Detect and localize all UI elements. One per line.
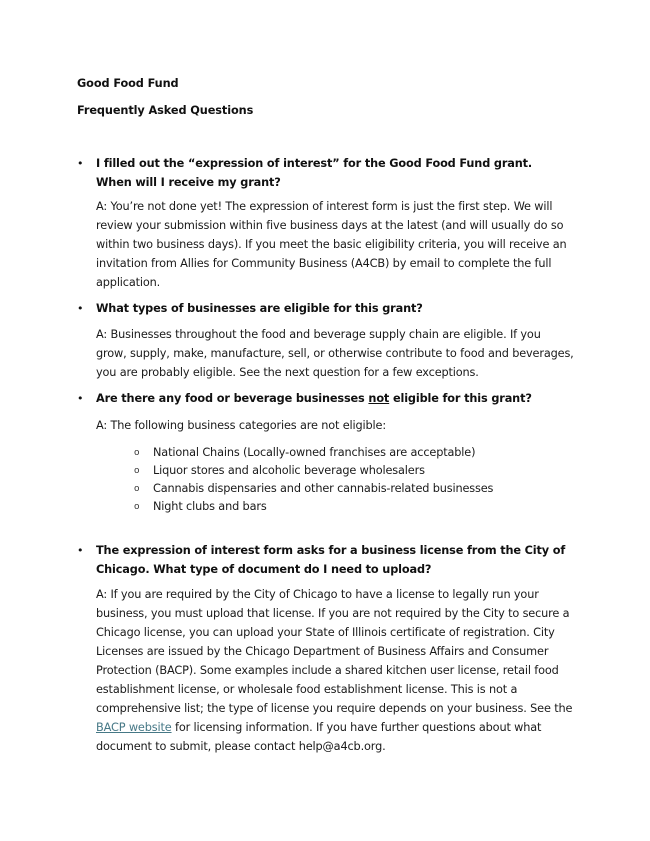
faq-question-2: What types of businesses are eligible for this grant? — [96, 302, 423, 315]
answer-text: A: If you are required by the City of Chicago to have a license to legally run your business, you must upload that license. If you are not required by the City to secure a Chicago license, you can upload your State of Illinois certificate of registration. City Licenses are issued by the Chicago Department of Business Affairs and Consumer Protection (BACP). Some examples include a shared kitchen user license, retail food establishment license, or wholesale food establishment license. This is not a comprehensive list; the type of license you require depends on your business. See the — [96, 588, 573, 715]
document-subtitle: Frequently Asked Questions — [77, 104, 254, 117]
faq-answer-4 — [96, 585, 574, 756]
document-title: Good Food Fund — [77, 77, 179, 90]
faq-answer-2: A: Businesses throughout the food and beverage supply chain are eligible. If you grow, supply, make, manufacture, sell, or otherwise contribute to food and beverages, you are probably eligible. See the next question for a few exceptions. — [96, 328, 574, 379]
faq-question-3 — [96, 389, 571, 408]
bacp-website-link[interactable]: BACP website — [96, 721, 172, 734]
sub-bullet-icon: o — [134, 466, 140, 476]
sub-bullet-icon: o — [134, 448, 140, 458]
sub-bullet-icon: o — [134, 502, 140, 512]
bullet-icon: • — [77, 302, 84, 315]
bullet-icon: • — [77, 157, 84, 170]
faq-question-4: The expression of interest form asks for a business license from the City of Chicago. What type of document do I need to upload? — [96, 544, 566, 576]
ineligible-item: Liquor stores and alcoholic beverage wholesalers — [153, 464, 425, 477]
faq-answer-1: A: You’re not done yet! The expression of interest form is just the first step. We will review your submission within five business days at the latest (and will usually do so within two business days). If you meet the basic eligibility criteria, you will receive an invitation from Allies for Community Business (A4CB) by email to complete the full application. — [96, 200, 567, 289]
bullet-icon: • — [77, 544, 84, 557]
ineligible-item: Night clubs and bars — [153, 500, 267, 513]
faq-answer-3: A: The following business categories are not eligible: — [96, 419, 386, 432]
faq-question-1: I filled out the “expression of interest” for the Good Food Fund grant. When will I receive my grant? — [96, 157, 533, 189]
question-text: Are there any food or beverage businesses — [96, 392, 369, 405]
question-text: eligible for this grant? — [389, 392, 532, 405]
underlined-word: not — [368, 392, 390, 405]
bullet-icon: • — [77, 392, 84, 405]
ineligible-item: National Chains (Locally-owned franchises are acceptable) — [153, 446, 476, 459]
ineligible-item: Cannabis dispensaries and other cannabis-related businesses — [153, 482, 494, 495]
sub-bullet-icon: o — [134, 484, 140, 494]
answer-text: for licensing information. If you have further questions about what document to submit, please contact help@a4cb.org. — [96, 721, 542, 753]
